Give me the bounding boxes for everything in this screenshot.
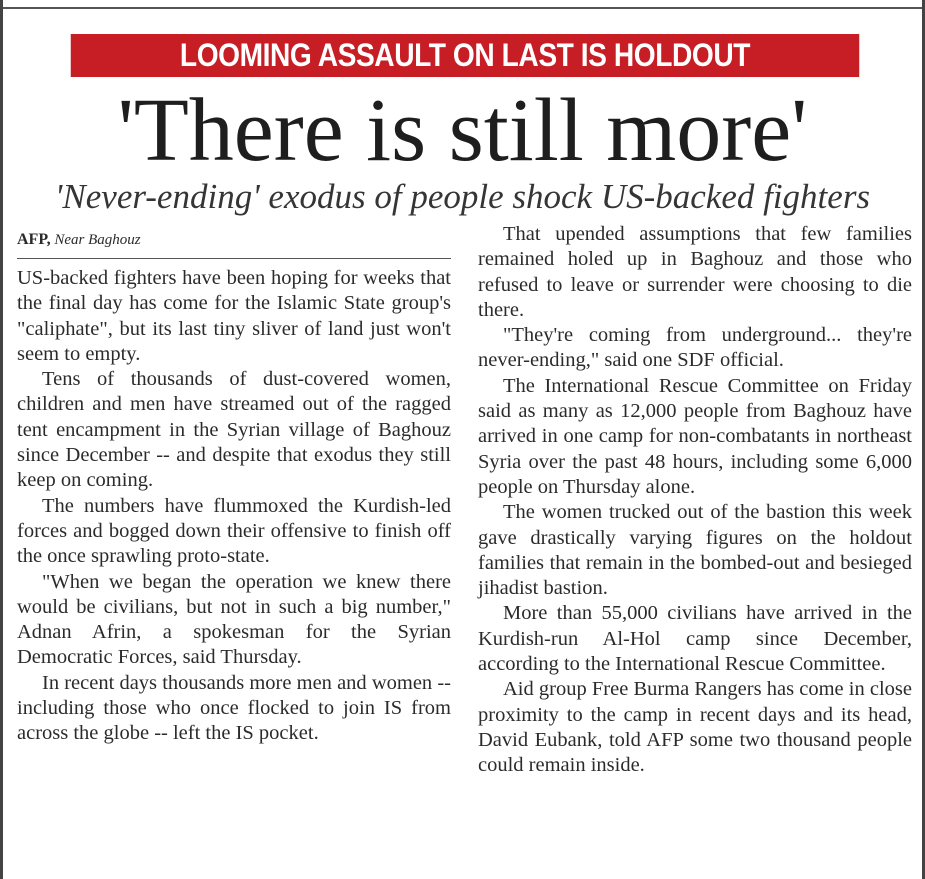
paragraph: In recent days thousands more men and women -- including those who once flocked to join IS from across the globe -- left the IS pocket. bbox=[17, 671, 451, 745]
subheadline: 'Never-ending' exodus of people shock US-backed fighters bbox=[54, 177, 871, 216]
left-column bbox=[17, 266, 451, 747]
byline bbox=[17, 229, 141, 251]
kicker-banner: LOOMING ASSAULT ON LAST IS HOLDOUT bbox=[71, 34, 859, 77]
byline-agency: AFP, bbox=[17, 231, 51, 248]
paragraph: Tens of thousands of dust-covered women, children and men have streamed out of the ragged tent encampment in the Syrian village of Baghouz since December -- and despite that exodus they still keep on coming. bbox=[17, 368, 451, 492]
right-column bbox=[478, 222, 912, 779]
byline-location: Near Baghouz bbox=[54, 232, 141, 248]
paragraph: More than 55,000 civilians have arrived in the Kurdish-run Al-Hol camp since December, according to the International Rescue Committee. bbox=[478, 602, 912, 676]
paragraph: The International Rescue Committee on Friday said as many as 12,000 people from Baghouz have arrived in one camp for non-combatants in northeast Syria over the past 48 hours, including some 6,000 people on Thursday alone. bbox=[478, 374, 912, 498]
paragraph: US-backed fighters have been hoping for weeks that the final day has come for the Islamic State group's "caliphate", but its last tiny sliver of land just won't seem to empty. bbox=[17, 267, 451, 365]
byline-divider bbox=[17, 258, 451, 259]
paragraph: Aid group Free Burma Rangers has come in close proximity to the camp in recent days and its head, David Eubank, told AFP some two thousand people could remain inside. bbox=[478, 678, 912, 777]
paragraph: "When we began the operation we knew there would be civilians, but not in such a big number," Adnan Afrin, a spokesman for the Syrian Democratic Forces, said Thursday. bbox=[17, 570, 451, 669]
headline: 'There is still more' bbox=[117, 81, 808, 180]
top-rule bbox=[0, 7, 925, 9]
paragraph: That upended assumptions that few families remained holed up in Baghouz and those who refused to leave or surrender were choosing to die there. bbox=[478, 223, 912, 321]
paragraph: The numbers have flummoxed the Kurdish-led forces and bogged down their offensive to finish off the once sprawling proto-state. bbox=[17, 494, 451, 568]
paragraph: The women trucked out of the bastion this week gave drastically varying figures on the holdout families that remain in the bombed-out and besieged jihadist bastion. bbox=[478, 501, 912, 600]
paragraph: "They're coming from underground... they're never-ending," said one SDF official. bbox=[478, 324, 912, 372]
